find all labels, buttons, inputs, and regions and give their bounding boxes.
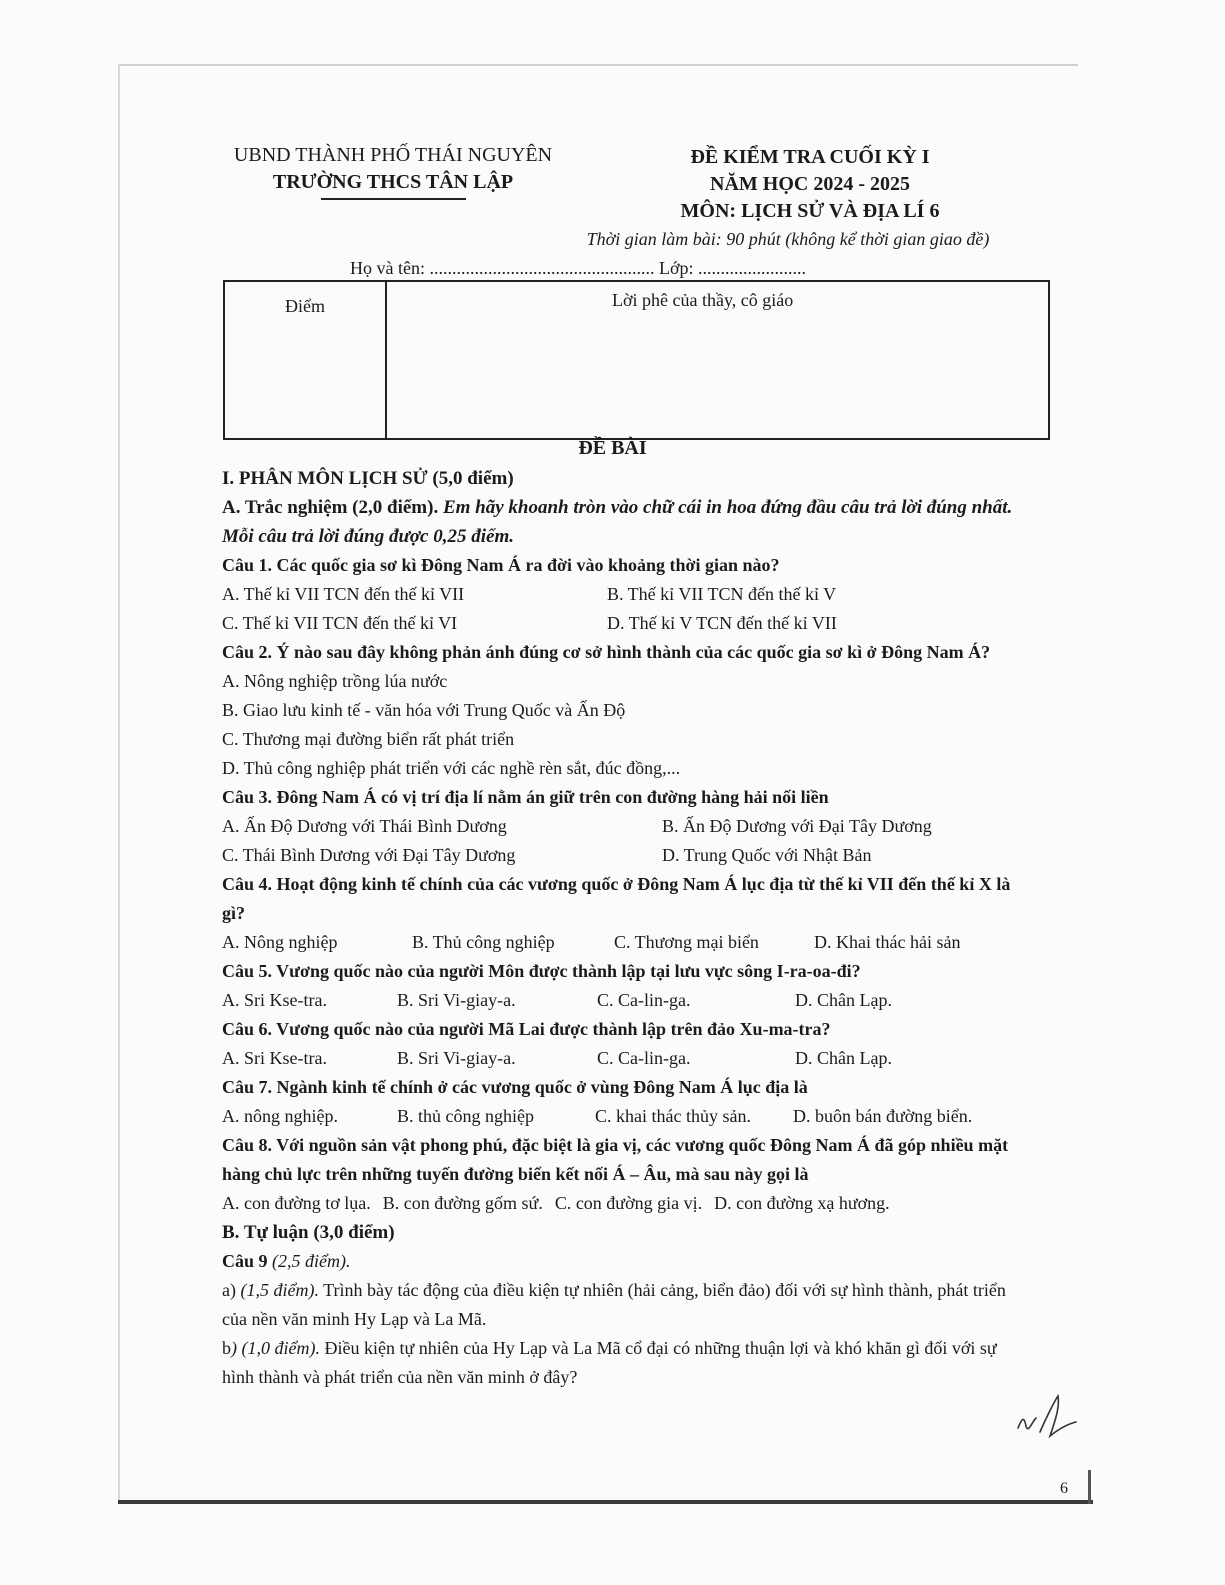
q6-option-d: D. Chân Lạp.: [795, 1048, 892, 1068]
q5-option-b: B. Sri Vi-giay-a.: [397, 990, 516, 1010]
q7-option-c: C. khai thác thủy sản.: [595, 1106, 751, 1126]
question-9: [222, 1247, 1032, 1276]
q2-option-b: B. Giao lưu kinh tế - văn hóa với Trung Quốc và Ấn Độ: [222, 700, 626, 720]
exam-content: [222, 464, 1032, 1392]
q9b-points: ) (1,0 điểm).: [231, 1338, 320, 1358]
part-b-heading: B. Tự luận (3,0 điểm): [222, 1222, 395, 1243]
q4-options: [222, 928, 1032, 957]
q8-option-c: C. con đường gia vị.: [554, 1193, 703, 1213]
q5-option-d: D. Chân Lạp.: [795, 990, 892, 1010]
q6-option-c: C. Ca-lin-ga.: [597, 1048, 691, 1068]
q6-option-a: A. Sri Kse-tra.: [222, 1048, 327, 1068]
q1-option-a: A. Thế kỉ VII TCN đến thế kỉ VII: [222, 584, 465, 604]
page-title: ĐỀ BÀI: [578, 437, 647, 459]
teacher-comment-cell: Lời phê của thầy, cô giáo: [612, 290, 794, 310]
q5-option-a: A. Sri Kse-tra.: [222, 990, 327, 1010]
q8-option-b: B. con đường gốm sứ.: [382, 1193, 543, 1213]
q8-option-a: A. con đường tơ lụa.: [222, 1193, 371, 1213]
question-4: Câu 4. Hoạt động kinh tế chính của các vương quốc ở Đông Nam Á lục địa từ thế kỉ VII đến thế kỉ X là gì?: [222, 874, 1011, 923]
scan-edge-bottom: [118, 1500, 1093, 1504]
part-a-instr: Em hãy khoanh tròn vào chữ cái in hoa đứng đầu câu trả lời đúng nhất. Mỗi câu trả lời đúng được 0,25 điểm.: [222, 497, 1013, 547]
q4-option-d: D. Khai thác hải sản: [814, 932, 961, 952]
q2-option-d: D. Thủ công nghiệp phát triển với các nghề rèn sắt, đúc đồng,...: [222, 758, 681, 778]
q1-option-d: D. Thế kỉ V TCN đến thế kỉ VII: [607, 613, 837, 633]
q9a-points: (1,5 điểm).: [240, 1280, 319, 1300]
q1-option-b: B. Thế kỉ VII TCN đến thế kỉ V: [607, 584, 837, 604]
q9b-text: Điều kiện tự nhiên của Hy Lạp và La Mã cổ đại có những thuận lợi và khó khăn gì đối với sự hình thành và phát triển của nền văn minh ở đây?: [222, 1338, 997, 1387]
q8-options: [222, 1189, 1032, 1218]
q6-option-b: B. Sri Vi-giay-a.: [397, 1048, 516, 1068]
q5-option-c: C. Ca-lin-ga.: [597, 990, 691, 1010]
q9-label: Câu 9: [222, 1251, 268, 1271]
student-info-line: Họ và tên: .................................................. Lớp: ........................: [350, 258, 806, 278]
part-a-instruction: [222, 493, 1032, 551]
school-name: TRƯỜNG THCS TÂN LẬP: [272, 171, 514, 193]
q3-option-d: D. Trung Quốc với Nhật Bản: [662, 845, 872, 865]
q7-option-a: A. nông nghiệp.: [222, 1106, 338, 1126]
score-cell: Điểm: [225, 282, 387, 438]
exam-title: ĐỀ KIỂM TRA CUỐI KỲ I: [690, 146, 930, 168]
section-heading: I. PHÂN MÔN LỊCH SỬ (5,0 điểm): [222, 468, 514, 489]
q2-option-c: C. Thương mại đường biển rất phát triển: [222, 729, 515, 749]
q4-option-b: B. Thủ công nghiệp: [412, 932, 555, 952]
header-underline: [321, 198, 466, 200]
q9-points: (2,5 điểm).: [267, 1251, 351, 1271]
question-2: Câu 2. Ý nào sau đây không phản ánh đúng cơ sở hình thành của các quốc gia sơ kì ở Đông Nam Á?: [222, 642, 991, 662]
q3-option-c: C. Thái Bình Dương với Đại Tây Dương: [222, 845, 516, 865]
q9a-text: Trình bày tác động của điều kiện tự nhiên (hải cảng, biển đảo) đối với sự hình thành, phát triển của nền văn minh Hy Lạp và La Mã.: [222, 1280, 1006, 1329]
subject: MÔN: LỊCH SỬ VÀ ĐỊA LÍ 6: [680, 200, 940, 222]
q6-options: [222, 1044, 1032, 1073]
q3-options-row1: [222, 812, 1032, 841]
q9-part-b: [222, 1334, 1032, 1392]
q7-options: [222, 1102, 1032, 1131]
q3-option-b: B. Ấn Độ Dương với Đại Tây Dương: [662, 816, 932, 836]
q4-option-c: C. Thương mại biển: [614, 932, 759, 952]
part-a-label: A. Trắc nghiệm (2,0 điểm).: [222, 497, 439, 518]
duration: Thời gian làm bài: 90 phút (không kể thời gian giao đề): [586, 229, 990, 249]
scan-edge-right: [1088, 1470, 1091, 1504]
q3-option-a: A. Ấn Độ Dương với Thái Bình Dương: [222, 816, 507, 836]
score-table: [223, 280, 1050, 440]
scan-edge-top: [118, 64, 1078, 66]
q1-options-row2: [222, 609, 1032, 638]
q1-option-c: C. Thế kỉ VII TCN đến thế kỉ VI: [222, 613, 458, 633]
authority-name: UBND THÀNH PHỐ THÁI NGUYÊN: [233, 144, 553, 166]
q4-option-a: A. Nông nghiệp: [222, 932, 338, 952]
question-7: Câu 7. Ngành kinh tế chính ở các vương quốc ở vùng Đông Nam Á lục địa là: [222, 1077, 808, 1097]
q1-options-row1: [222, 580, 1032, 609]
question-5: Câu 5. Vương quốc nào của người Môn được thành lập tại lưu vực sông I-ra-oa-đi?: [222, 961, 861, 981]
q9-part-a: [222, 1276, 1032, 1334]
question-6: Câu 6. Vương quốc nào của người Mã Lai được thành lập trên đảo Xu-ma-tra?: [222, 1019, 831, 1039]
q9b-label: b: [222, 1338, 231, 1358]
question-1: Câu 1. Các quốc gia sơ kì Đông Nam Á ra đời vào khoảng thời gian nào?: [222, 555, 780, 575]
header-left: [193, 144, 593, 200]
q7-option-b: B. thủ công nghiệp: [397, 1106, 534, 1126]
question-3: Câu 3. Đông Nam Á có vị trí địa lí nằm án giữ trên con đường hàng hải nối liền: [222, 787, 829, 807]
q3-options-row2: [222, 841, 1032, 870]
q2-option-a: A. Nông nghiệp trồng lúa nước: [222, 671, 448, 691]
header-right: [586, 144, 1020, 250]
page-number: 6: [1060, 1480, 1068, 1497]
question-8: Câu 8. Với nguồn sản vật phong phú, đặc biệt là gia vị, các vương quốc Đông Nam Á đã góp nhiều mặt hàng chủ lực trên những tuyến đường biển kết nối Á – Âu, mà sau này gọi là: [222, 1135, 1009, 1184]
q7-option-d: D. buôn bán đường biển.: [793, 1106, 973, 1126]
signature-icon: [1010, 1388, 1080, 1448]
school-year: NĂM HỌC 2024 - 2025: [710, 173, 910, 195]
q9a-label: a): [222, 1280, 241, 1300]
q5-options: [222, 986, 1032, 1015]
scan-edge-left: [118, 64, 120, 1504]
q8-option-d: D. con đường xạ hương.: [714, 1193, 890, 1213]
